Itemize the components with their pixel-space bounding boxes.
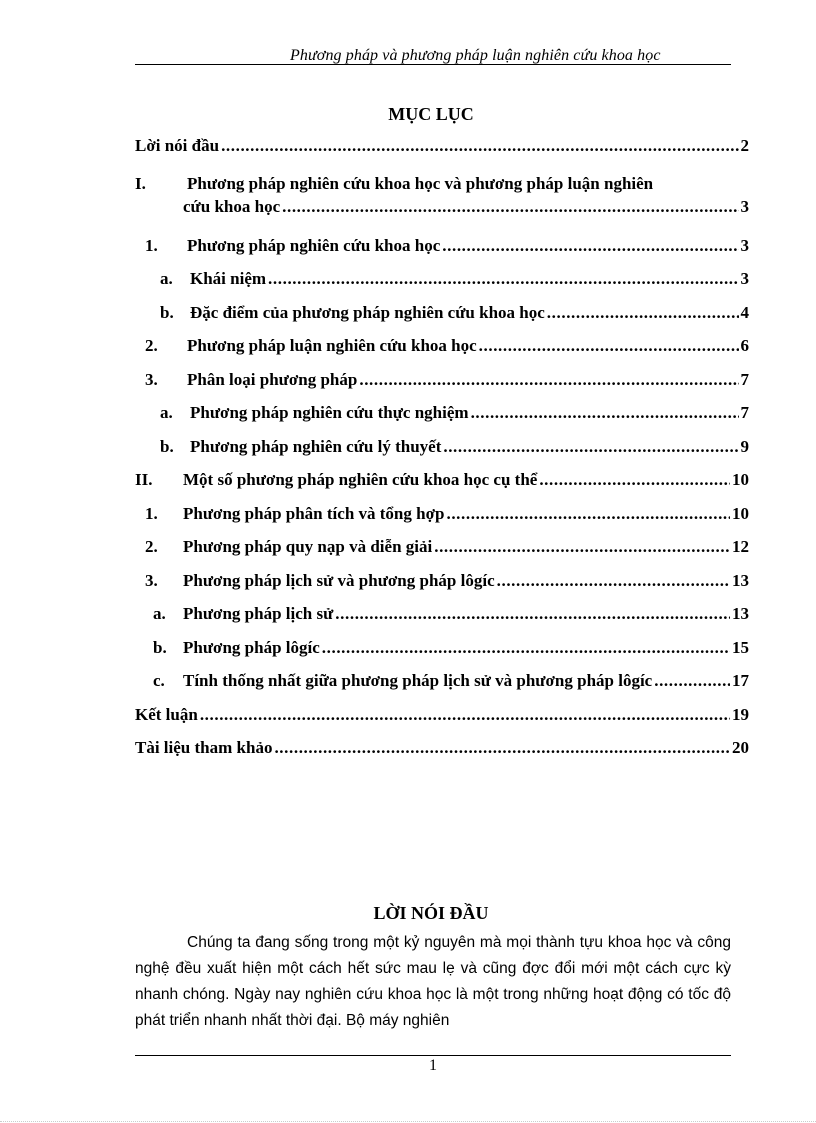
toc-entry[interactable] (135, 738, 749, 772)
toc-entry-title: Một số phương pháp nghiên cứu khoa học cụ thể (183, 470, 538, 489)
toc-entry-number: I. (135, 173, 146, 193)
toc-entry-page: 10 (732, 470, 749, 489)
toc-entry-title: Phương pháp nghiên cứu thực nghiệm (190, 403, 469, 422)
toc-leader (442, 236, 738, 256)
toc-entry-title: Phương pháp phân tích và tổng hợp (183, 503, 445, 523)
toc-entry[interactable] (135, 504, 749, 538)
toc-entry-page: 17 (732, 671, 749, 690)
toc-entry-title: Kết luận (135, 704, 198, 724)
toc-leader (479, 336, 739, 356)
toc-entry-page: 13 (732, 604, 749, 623)
toc-entry-number: 3. (145, 369, 158, 389)
toc-entry[interactable] (135, 370, 749, 404)
toc-entry-title-continued: cứu khoa học (183, 196, 281, 216)
toc-entry-number: 3. (145, 570, 158, 590)
toc-entry-title: Phương pháp nghiên cứu khoa học và phương pháp luận nghiên (187, 173, 654, 193)
toc-entry[interactable] (135, 269, 749, 303)
toc-entry-page: 6 (740, 336, 749, 355)
toc-leader (200, 705, 730, 725)
toc-entry-title: Đặc điểm của phương pháp nghiên cứu khoa học (190, 302, 545, 322)
toc-leader (471, 403, 739, 423)
toc-entry-number: a. (160, 403, 173, 422)
toc-leader (446, 504, 730, 524)
toc-entry-number: a. (153, 604, 166, 623)
toc-leader (274, 738, 730, 758)
toc-entry[interactable] (135, 470, 749, 504)
toc-entry-page: 13 (732, 570, 749, 590)
toc-entry[interactable] (135, 437, 749, 471)
toc-entry-page: 3 (740, 269, 749, 288)
toc-entry-page: 3 (740, 196, 749, 216)
toc-entry-page: 20 (732, 738, 749, 757)
toc-leader (434, 537, 730, 557)
toc-entry-page: 2 (740, 136, 749, 155)
toc-title: MỤC LỤC (388, 104, 474, 124)
toc-leader (282, 197, 738, 217)
toc-entry-title: Phương pháp quy nạp và diễn giải (183, 537, 433, 556)
toc-entry[interactable] (135, 174, 749, 230)
toc-entry-number: a. (160, 269, 173, 288)
toc-entry-title: Phương pháp luận nghiên cứu khoa học (187, 336, 477, 355)
toc-entry-title: Phương pháp lịch sử (183, 604, 334, 623)
toc-leader (359, 370, 738, 390)
toc-leader (443, 437, 738, 457)
toc-leader (322, 638, 730, 658)
toc-entry[interactable] (135, 136, 749, 170)
toc-entry[interactable] (135, 571, 749, 605)
toc-entry-page: 15 (732, 637, 749, 657)
toc-entry-page: 9 (740, 436, 749, 456)
toc-entry-title: Phương pháp lôgíc (183, 637, 320, 657)
toc-entry-number: II. (135, 470, 153, 489)
toc-entry-number: 2. (145, 537, 158, 556)
intro-paragraph: Chúng ta đang sống trong một kỷ nguyên mà mọi thành tựu khoa học và công nghệ đều xuất hiện một cách hết sức mau lẹ và cũng đợc đổi mới một cách cực kỳ nhanh chóng. Ngày nay nghiên cứu khoa học là một trong những hoạt động có tốc độ phát triển nhanh nhất thời đại. Bộ máy nghiên (135, 934, 731, 1029)
toc-leader (547, 303, 739, 323)
toc-entry[interactable] (135, 236, 749, 270)
toc-leader (268, 269, 738, 289)
toc-entry[interactable] (135, 403, 749, 437)
footer-rule (135, 1055, 731, 1056)
toc-entry-title: Phương pháp nghiên cứu lý thuyết (190, 436, 442, 456)
toc-leader (654, 671, 730, 691)
toc-entry[interactable] (135, 671, 749, 705)
toc-entry-number: b. (160, 302, 174, 322)
toc-entry-number: b. (160, 436, 174, 456)
toc-leader (335, 604, 730, 624)
toc-entry-page: 19 (732, 704, 749, 724)
toc-entry-title: Tính thống nhất giữa phương pháp lịch sử và phương pháp lôgíc (183, 671, 653, 690)
toc-leader (221, 136, 738, 156)
toc-leader (497, 571, 730, 591)
toc-entry[interactable] (135, 303, 749, 337)
toc-entry-number: b. (153, 637, 167, 657)
toc-entry-page: 12 (732, 537, 749, 556)
toc-entry[interactable] (135, 336, 749, 370)
toc-entry-number: 1. (145, 235, 158, 255)
intro-title: LỜI NÓI ĐẦU (373, 903, 489, 923)
page-edge (0, 1121, 816, 1122)
toc-entry[interactable] (135, 638, 749, 672)
running-header: Phương pháp và phương pháp luận nghiên cứu khoa học (290, 47, 661, 64)
toc-entry-number: c. (153, 671, 165, 690)
toc-entry-title: Tài liệu tham khảo (135, 738, 273, 757)
toc-entry[interactable] (135, 604, 749, 638)
toc-entry-title: Lời nói đầu (135, 136, 220, 155)
toc-entry-title: Khái niệm (190, 269, 267, 288)
toc-entry-number: 2. (145, 336, 158, 355)
toc-leader (539, 470, 730, 490)
toc-entry-page: 3 (740, 235, 749, 255)
toc-entry-title: Phương pháp nghiên cứu khoa học (187, 235, 441, 255)
toc-entry-number: 1. (145, 503, 158, 523)
toc-entry-title: Phân loại phương pháp (187, 369, 358, 389)
toc-entry[interactable] (135, 705, 749, 739)
toc-entry[interactable] (135, 537, 749, 571)
header-rule (135, 64, 731, 65)
toc-entry-page: 4 (740, 302, 749, 322)
page-number: 1 (429, 1057, 437, 1074)
toc-entry-page: 7 (740, 403, 749, 422)
table-of-contents (135, 136, 749, 772)
toc-entry-page: 7 (740, 369, 749, 389)
toc-entry-title: Phương pháp lịch sử và phương pháp lôgíc (183, 570, 495, 590)
toc-entry-page: 10 (732, 503, 749, 523)
